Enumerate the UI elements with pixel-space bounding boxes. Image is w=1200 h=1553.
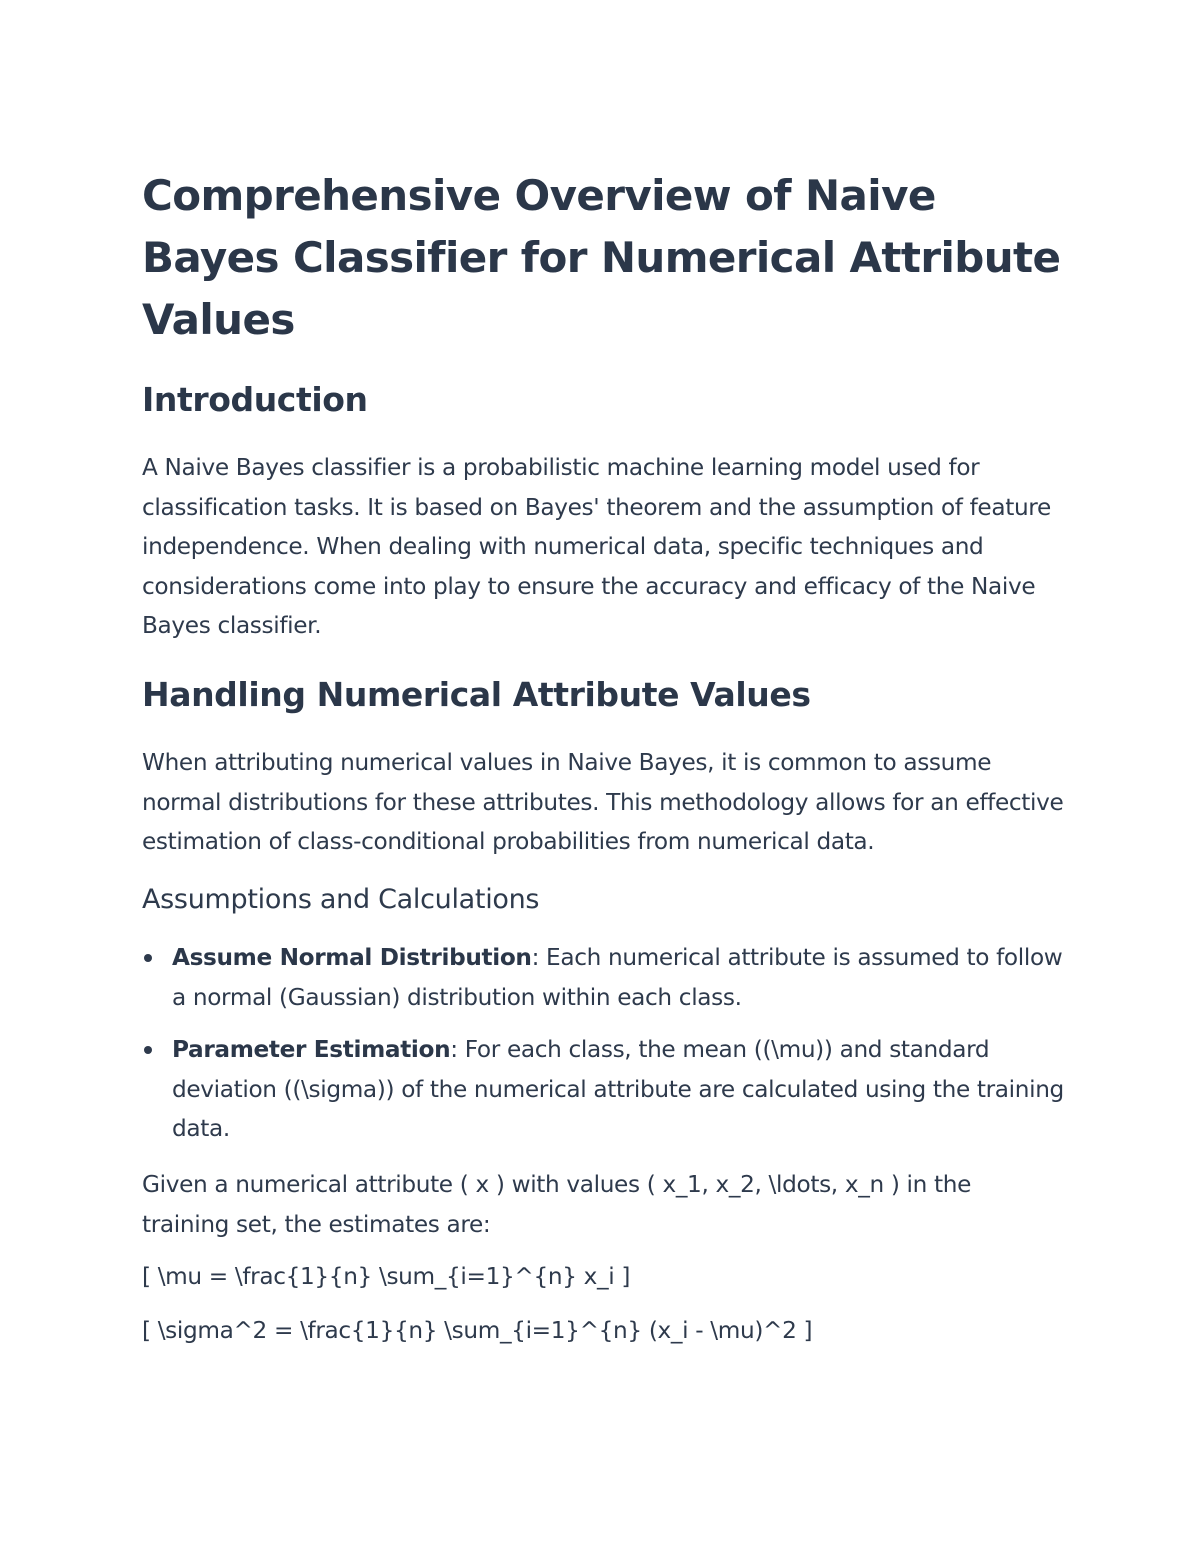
- bullet-term: Parameter Estimation: [172, 1036, 451, 1064]
- assumptions-list: [142, 938, 1082, 1162]
- formula-variance: [ \sigma^2 = \frac{1}{n} \sum_{i=1}^{n} (x_i - \mu)^2 ]: [142, 1317, 813, 1344]
- handling-paragraph: When attributing numerical values in Naive Bayes, it is common to assume normal distributions for these attributes. This methodology allows for an effective estimation of class-conditional probabilities from numerical data.: [142, 749, 1064, 856]
- list-item: [142, 938, 1082, 1017]
- assumptions-heading: Assumptions and Calculations: [142, 884, 540, 915]
- bullet-text: : For each class, the mean ((\mu)) and standard deviation ((\sigma)) of the numerical attribute are calculated using the training data.: [172, 1036, 1064, 1143]
- introduction-heading: Introduction: [142, 380, 368, 419]
- bullet-dot-icon: [144, 1046, 152, 1054]
- document-title: Comprehensive Overview of Naive Bayes Classifier for Numerical Attribute Values: [142, 171, 1061, 344]
- bullet-text: : Each numerical attribute is assumed to follow a normal (Gaussian) distribution within each class.: [172, 944, 1063, 1011]
- list-item: [142, 1030, 1082, 1149]
- formula-mean: [ \mu = \frac{1}{n} \sum_{i=1}^{n} x_i ]: [142, 1263, 631, 1290]
- introduction-paragraph: A Naive Bayes classifier is a probabilistic machine learning model used for classification tasks. It is based on Bayes' theorem and the assumption of feature independence. When dealing with numerical data, specific techniques and considerations come into play to ensure the accuracy and efficacy of the Naive Bayes classifier.: [142, 454, 1051, 640]
- bullet-dot-icon: [144, 954, 152, 962]
- bullet-term: Assume Normal Distribution: [172, 944, 532, 971]
- given-paragraph: Given a numerical attribute ( x ) with values ( x_1, x_2, \ldots, x_n ) in the training set, the estimates are:: [142, 1171, 971, 1238]
- handling-heading: Handling Numerical Attribute Values: [142, 675, 811, 714]
